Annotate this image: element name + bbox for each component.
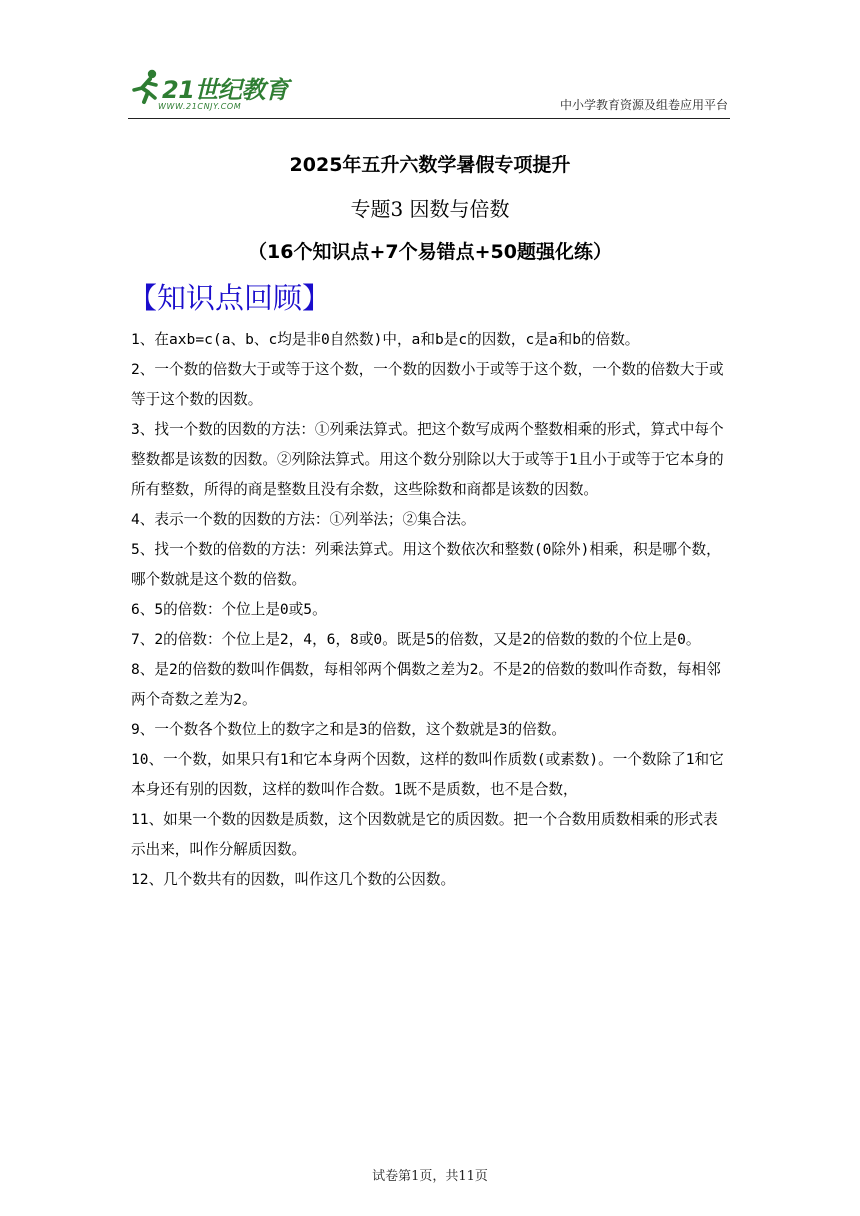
logo <box>128 66 298 116</box>
list-item: 10、一个数，如果只有1和它本身两个因数，这样的数叫作质数(或素数)。一个数除了1和它 <box>131 751 724 768</box>
logo-text: 21世纪教育 <box>162 76 289 104</box>
page-footer: 试卷第1页，共11页 <box>372 1169 488 1184</box>
list-item: 12、几个数共有的因数，叫作这几个数的公因数。 <box>131 871 456 888</box>
list-item: 3、找一个数的因数的方法：①列乘法算式。把这个数写成两个整数相乘的形式，算式中每个整数都是该数的因数。②列除法算式。用这个数分别除以大于或等于1且小于或等于它本身的所有整数，所得的商是整数且没有余数，这些除数和商都是该数的因数。 <box>131 421 724 498</box>
list-item: 9、一个数各个数位上的数字之和是3的倍数，这个数就是3的倍数。 <box>131 721 566 738</box>
list-item: 本身还有别的因数，这样的数叫作合数。1既不是质数，也不是合数， <box>131 781 578 798</box>
logo-url: WWW.21CNJY.COM <box>158 102 242 111</box>
section-heading: 【知识点回顾】 <box>128 281 332 315</box>
list-item: 1、在axb=c(a、b、c均是非0自然数)中，a和b是c的因数，c是a和b的倍数。 <box>131 331 640 348</box>
list-item: 7、2的倍数：个位上是2，4，6，8或0。既是5的倍数，又是2的倍数的数的个位上是0。 <box>131 631 701 648</box>
runner-icon <box>128 68 162 108</box>
list-item: 6、5的倍数：个位上是0或5。 <box>131 601 327 618</box>
list-item: 5、找一个数的倍数的方法：列乘法算式。用这个数依次和整数(0除外)相乘，积是哪个数，哪个数就是这个数的倍数。 <box>131 541 721 588</box>
list-item: 11、如果一个数的因数是质数，这个因数就是它的质因数。把一个合数用质数相乘的形式表示出来，叫作分解质因数。 <box>131 811 718 858</box>
page-header <box>128 66 730 119</box>
list-item: 2、一个数的倍数大于或等于这个数，一个数的因数小于或等于这个数，一个数的倍数大于或等于这个数的因数。 <box>131 361 724 408</box>
list-item: 8、是2的倍数的数叫作偶数，每相邻两个偶数之差为2。不是2的倍数的数叫作奇数，每相邻两个奇数之差为2。 <box>131 661 721 708</box>
list-item: 4、表示一个数的因数的方法：①列举法；②集合法。 <box>131 511 476 528</box>
document-title: 2025年五升六数学暑假专项提升 <box>289 154 571 176</box>
document-summary: （16个知识点+7个易错点+50题强化练） <box>248 241 612 263</box>
knowledge-list <box>131 325 731 895</box>
document-subtitle: 专题3 因数与倍数 <box>350 197 510 221</box>
platform-label: 中小学教育资源及组卷应用平台 <box>559 98 728 112</box>
